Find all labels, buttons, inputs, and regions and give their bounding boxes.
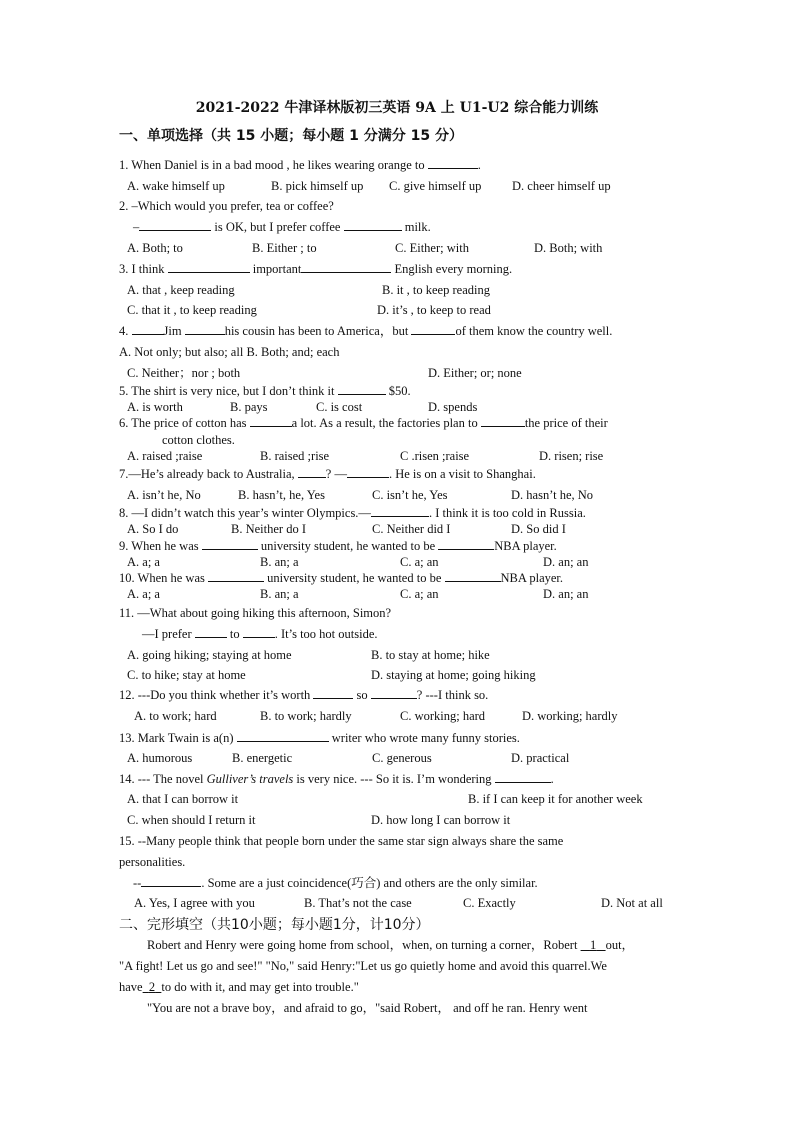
passage-line-4: "You are not a brave boy，and afraid to go，"said Robert， and off he ran. Henry went xyxy=(147,1001,588,1015)
passage-line-3: have 2 to do with it, and may get into trouble." xyxy=(119,980,359,994)
q2-option-b[interactable]: B. Either ; to xyxy=(252,241,317,255)
q9-option-c[interactable]: C. a; an xyxy=(400,555,439,569)
answer-blank[interactable] xyxy=(347,466,389,478)
q8-option-b[interactable]: B. Neither do I xyxy=(231,522,306,536)
answer-blank[interactable] xyxy=(195,626,227,638)
q3-option-b[interactable]: B. it , to keep reading xyxy=(382,283,490,297)
q1-option-d[interactable]: D. cheer himself up xyxy=(512,179,611,193)
q4-option-a[interactable]: A. Not only; but also; all B. Both; and; each xyxy=(119,345,340,359)
question-2: 2. –Which would you prefer, tea or coffee? xyxy=(119,199,334,213)
answer-blank[interactable] xyxy=(243,626,275,638)
answer-blank[interactable] xyxy=(141,875,201,887)
answer-blank[interactable] xyxy=(168,261,250,273)
question-14: 14. --- The novel Gulliver’s travels is very nice. --- So it is. I’m wondering . xyxy=(119,772,554,786)
q14-option-c[interactable]: C. when should I return it xyxy=(127,813,256,827)
question-3: 3. I think important English every morning. xyxy=(119,262,513,276)
q4-option-c[interactable]: C. Neither；nor ; both xyxy=(127,366,241,380)
q12-option-c[interactable]: C. working; hard xyxy=(400,709,486,723)
answer-blank[interactable] xyxy=(344,219,402,231)
question-6-line-2: cotton clothes. xyxy=(162,433,235,447)
q8-option-c[interactable]: C. Neither did I xyxy=(372,522,451,536)
book-title: Gulliver’s travels xyxy=(206,772,294,786)
q2-option-a[interactable]: A. Both; to xyxy=(127,241,183,255)
q10-option-c[interactable]: C. a; an xyxy=(400,587,439,601)
q14-option-a[interactable]: A. that I can borrow it xyxy=(127,792,239,806)
q5-option-d[interactable]: D. spends xyxy=(428,400,478,414)
q4-option-b[interactable]: B. Both; and; each xyxy=(246,345,340,359)
question-15: 15. --Many people think that people born under the same star sign always share the same xyxy=(119,834,564,848)
answer-blank[interactable] xyxy=(298,466,326,478)
page-title: 2021-2022 牛津译林版初三英语 9A 上 U1-U2 综合能力训练 xyxy=(195,100,599,116)
section-1-heading: 一、单项选择（共 15 小题；每小题 1 分满分 15 分） xyxy=(119,128,463,144)
answer-blank[interactable] xyxy=(202,538,258,550)
answer-blank[interactable] xyxy=(445,570,501,582)
question-15-line-3: -- . Some are a just coincidence(巧合) and others are the only similar. xyxy=(133,876,538,890)
answer-blank[interactable] xyxy=(371,687,417,699)
answer-blank[interactable] xyxy=(185,323,225,335)
q15-option-c[interactable]: C. Exactly xyxy=(463,896,516,910)
cloze-blank-1[interactable]: 1 xyxy=(589,938,597,952)
q6-option-b[interactable]: B. raised ;rise xyxy=(260,449,330,463)
question-2-line-2: – is OK, but I prefer coffee milk. xyxy=(133,220,431,234)
q10-option-d[interactable]: D. an; an xyxy=(543,587,589,601)
cloze-blank-2[interactable]: 2 xyxy=(148,980,156,994)
question-8: 8. —I didn’t watch this year’s winter Olympics.— . I think it is too cold in Russia. xyxy=(119,506,586,520)
answer-blank[interactable] xyxy=(411,323,455,335)
question-10: 10. When he was university student, he wanted to be NBA player. xyxy=(119,571,564,585)
question-5: 5. The shirt is very nice, but I don’t think it $50. xyxy=(119,384,411,398)
q9-option-d[interactable]: D. an; an xyxy=(543,555,589,569)
question-4: 4. Jim his cousin has been to America，but of them know the country well. xyxy=(119,324,613,338)
q6-option-a[interactable]: A. raised ;raise xyxy=(127,449,203,463)
q14-option-d[interactable]: D. how long I can borrow it xyxy=(371,813,511,827)
question-11-line-2: —I prefer to . It’s too hot outside. xyxy=(142,627,378,641)
q5-option-b[interactable]: B. pays xyxy=(230,400,268,414)
q8-option-d[interactable]: D. So did I xyxy=(511,522,566,536)
answer-blank[interactable] xyxy=(208,570,264,582)
q2-option-d[interactable]: D. Both; with xyxy=(534,241,603,255)
q4-option-d[interactable]: D. Either; or; none xyxy=(428,366,522,380)
q6-option-c[interactable]: C .risen ;raise xyxy=(400,449,470,463)
question-12: 12. ---Do you think whether it’s worth so ? ---I think so. xyxy=(119,688,489,702)
answer-blank[interactable] xyxy=(313,687,353,699)
passage-line-1: Robert and Henry were going home from school，when, on turning a corner，Robert 1 out， xyxy=(147,938,635,952)
q3-option-a[interactable]: A. that , keep reading xyxy=(127,283,235,297)
q9-option-a[interactable]: A. a; a xyxy=(127,555,160,569)
question-15-line-2: personalities. xyxy=(119,855,186,869)
q8-option-a[interactable]: A. So I do xyxy=(127,522,179,536)
q15-option-d[interactable]: D. Not at all xyxy=(601,896,663,910)
q5-option-a[interactable]: A. is worth xyxy=(127,400,183,414)
question-7: 7.—He’s already back to Australia, ? — . He is on a visit to Shanghai. xyxy=(119,467,536,481)
passage-line-2: "A fight! Let us go and see!" "No," said Henry:"Let us go quietly home and avoid this quarrel.We xyxy=(119,959,607,973)
answer-blank[interactable] xyxy=(250,415,292,427)
q1-option-c[interactable]: C. give himself up xyxy=(389,179,482,193)
q3-option-c[interactable]: C. that it , to keep reading xyxy=(127,303,257,317)
q12-option-b[interactable]: B. to work; hardly xyxy=(260,709,352,723)
q15-option-b[interactable]: B. That’s not the case xyxy=(304,896,412,910)
q7-option-c[interactable]: C. isn’t he, Yes xyxy=(372,488,448,502)
q13-option-d[interactable]: D. practical xyxy=(511,751,570,765)
q10-option-b[interactable]: B. an; a xyxy=(260,587,299,601)
question-9: 9. When he was university student, he wanted to be NBA player. xyxy=(119,539,557,553)
q13-option-b[interactable]: B. energetic xyxy=(232,751,293,765)
answer-blank[interactable] xyxy=(338,383,386,395)
q13-option-a[interactable]: A. humorous xyxy=(127,751,193,765)
q3-option-d[interactable]: D. it’s , to keep to read xyxy=(377,303,491,317)
question-1: 1. When Daniel is in a bad mood , he likes wearing orange to . xyxy=(119,158,481,172)
q15-option-a[interactable]: A. Yes, I agree with you xyxy=(134,896,255,910)
q11-option-d[interactable]: D. staying at home; going hiking xyxy=(371,668,536,682)
q11-option-b[interactable]: B. to stay at home; hike xyxy=(371,648,490,662)
question-6: 6. The price of cotton has a lot. As a result, the factories plan to the price of their xyxy=(119,416,608,430)
q12-option-d[interactable]: D. working; hardly xyxy=(522,709,618,723)
answer-blank[interactable] xyxy=(438,538,494,550)
q7-option-a[interactable]: A. isn’t he, No xyxy=(127,488,201,502)
section-2-heading: 二、完形填空（共10小题；每小题1分，计10分） xyxy=(119,917,430,933)
q6-option-d[interactable]: D. risen; rise xyxy=(539,449,604,463)
question-13: 13. Mark Twain is a(n) writer who wrote many funny stories. xyxy=(119,731,520,745)
answer-blank[interactable] xyxy=(371,505,429,517)
answer-blank[interactable] xyxy=(139,219,211,231)
q7-option-d[interactable]: D. hasn’t he, No xyxy=(511,488,594,502)
question-11: 11. —What about going hiking this afternoon, Simon? xyxy=(119,606,392,620)
answer-blank[interactable] xyxy=(481,415,525,427)
q1-option-b[interactable]: B. pick himself up xyxy=(271,179,364,193)
answer-blank[interactable] xyxy=(237,730,329,742)
q10-option-a[interactable]: A. a; a xyxy=(127,587,160,601)
answer-blank[interactable] xyxy=(428,157,478,169)
q12-option-a[interactable]: A. to work; hard xyxy=(134,709,217,723)
q5-option-c[interactable]: C. is cost xyxy=(316,400,363,414)
answer-blank[interactable] xyxy=(495,771,551,783)
q13-option-c[interactable]: C. generous xyxy=(372,751,432,765)
answer-blank[interactable] xyxy=(301,261,391,273)
q11-option-c[interactable]: C. to hike; stay at home xyxy=(127,668,246,682)
q1-option-a[interactable]: A. wake himself up xyxy=(127,179,225,193)
q2-option-c[interactable]: C. Either; with xyxy=(395,241,469,255)
answer-blank[interactable] xyxy=(132,323,164,335)
q7-option-b[interactable]: B. hasn’t, he, Yes xyxy=(238,488,325,502)
q9-option-b[interactable]: B. an; a xyxy=(260,555,299,569)
q14-option-b[interactable]: B. if I can keep it for another week xyxy=(468,792,643,806)
q11-option-a[interactable]: A. going hiking; staying at home xyxy=(127,648,292,662)
